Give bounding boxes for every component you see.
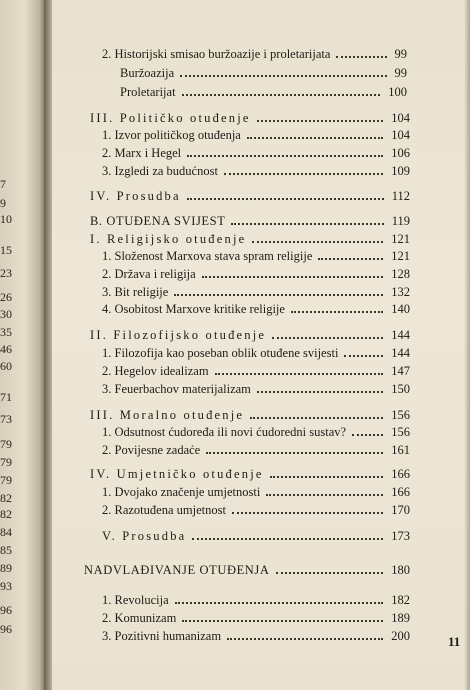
margin-number: 46 bbox=[0, 342, 12, 356]
margin-number: 89 bbox=[0, 561, 12, 575]
dot-leader bbox=[232, 512, 383, 514]
toc-entry-label: III. Moralno otuđenje bbox=[90, 408, 245, 422]
dot-leader bbox=[336, 56, 386, 58]
margin-number: 9 bbox=[0, 196, 6, 210]
margin-number: 96 bbox=[0, 622, 12, 636]
toc-entry-page: 121 bbox=[391, 232, 410, 246]
toc-entry-label: Proletarijat bbox=[120, 85, 176, 99]
toc-entry bbox=[102, 629, 410, 643]
toc-entry-label: 1. Filozofija kao poseban oblik otuđene svijesti bbox=[102, 346, 339, 360]
toc-entry bbox=[102, 285, 410, 299]
dot-leader bbox=[182, 94, 381, 96]
margin-number: 79 bbox=[0, 473, 12, 487]
margin-number: 85 bbox=[0, 543, 12, 557]
toc-entry-label: IV. Umjetničko otuđenje bbox=[90, 467, 264, 481]
toc-entry bbox=[90, 232, 410, 246]
toc-entry-label: 3. Bit religije bbox=[102, 285, 169, 299]
toc-entry-label: 1. Dvojako značenje umjetnosti bbox=[102, 485, 261, 499]
toc-entry bbox=[120, 66, 407, 80]
dot-leader bbox=[252, 241, 383, 243]
toc-entry-label: 2. Razotuđena umjetnost bbox=[102, 503, 226, 517]
dot-leader bbox=[247, 137, 383, 139]
margin-number: 30 bbox=[0, 307, 12, 321]
toc-entry bbox=[84, 563, 410, 577]
toc-entry bbox=[102, 485, 410, 499]
toc-entry-page: 150 bbox=[391, 382, 410, 396]
toc-entry-label: II. Filozofijsko otuđenje bbox=[90, 328, 267, 342]
margin-number: 23 bbox=[0, 266, 12, 280]
toc-entry-label: 4. Osobitost Marxove kritike religije bbox=[102, 302, 285, 316]
toc-entry-page: 99 bbox=[394, 47, 407, 61]
margin-number: 96 bbox=[0, 603, 12, 617]
dot-leader bbox=[215, 373, 384, 375]
toc-entry-page: 161 bbox=[391, 443, 410, 457]
toc-entry bbox=[90, 328, 410, 342]
dot-leader bbox=[174, 294, 383, 296]
margin-number: 15 bbox=[0, 243, 12, 257]
dot-leader bbox=[206, 452, 383, 454]
page-number: 11 bbox=[448, 634, 461, 649]
toc-entry bbox=[102, 128, 410, 142]
margin-number: 7 bbox=[0, 177, 6, 191]
toc-entry bbox=[102, 503, 410, 517]
toc-entry bbox=[102, 47, 407, 61]
toc-entry-page: 144 bbox=[391, 328, 410, 342]
toc-entry-label: 2. Komunizam bbox=[102, 611, 177, 625]
dot-leader bbox=[175, 602, 384, 604]
toc-entry-label: 2. Povijesne zadaće bbox=[102, 443, 201, 457]
toc-entry bbox=[102, 146, 410, 160]
margin-number: 82 bbox=[0, 507, 12, 521]
toc-entry-page: 200 bbox=[391, 629, 410, 643]
toc-entry bbox=[102, 346, 410, 360]
toc-entry bbox=[90, 467, 410, 481]
margin-number: 60 bbox=[0, 359, 12, 373]
toc-entry-page: 121 bbox=[391, 249, 410, 263]
toc-entry-page: 166 bbox=[391, 485, 410, 499]
toc-entry-page: 106 bbox=[391, 146, 410, 160]
margin-number: 93 bbox=[0, 579, 12, 593]
toc-entry-label: 2. Država i religija bbox=[102, 267, 196, 281]
toc-entry bbox=[90, 111, 410, 125]
dot-leader bbox=[270, 476, 384, 478]
toc-entry-page: 128 bbox=[391, 267, 410, 281]
toc-entry bbox=[102, 267, 410, 281]
toc-entry bbox=[120, 85, 407, 99]
dot-leader bbox=[180, 75, 386, 77]
toc-entry-page: 109 bbox=[391, 164, 410, 178]
toc-entry bbox=[102, 611, 410, 625]
toc-entry-page: 112 bbox=[391, 189, 410, 203]
dot-leader bbox=[192, 538, 383, 540]
toc-entry-label: 1. Izvor političkog otuđenja bbox=[102, 128, 241, 142]
toc-entry-label: Buržoazija bbox=[120, 66, 175, 80]
toc-entry-label: IV. Prosudba bbox=[90, 189, 181, 203]
toc-entry-label: 3. Pozitivni humanizam bbox=[102, 629, 222, 643]
dot-leader bbox=[187, 155, 383, 157]
margin-number: 79 bbox=[0, 437, 12, 451]
toc-entry-label: III. Političko otuđenje bbox=[90, 111, 251, 125]
toc-entry-page: 156 bbox=[391, 425, 410, 439]
toc-entry-label: 2. Marx i Hegel bbox=[102, 146, 182, 160]
toc-entry-label: NADVLAĐIVANJE OTUĐENJA bbox=[84, 563, 270, 577]
toc-entry-label: 3. Feuerbachov materijalizam bbox=[102, 382, 251, 396]
toc-entry-page: 140 bbox=[391, 302, 410, 316]
toc-entry-page: 182 bbox=[391, 593, 410, 607]
dot-leader bbox=[250, 417, 383, 419]
dot-leader bbox=[257, 120, 384, 122]
toc-entry bbox=[90, 214, 410, 228]
dot-leader bbox=[257, 391, 383, 393]
toc-entry bbox=[102, 529, 410, 543]
margin-number: 26 bbox=[0, 290, 12, 304]
toc-entry-label: V. Prosudba bbox=[102, 529, 187, 543]
dot-leader bbox=[352, 434, 383, 436]
toc-entry-page: 144 bbox=[391, 346, 410, 360]
toc-entry bbox=[102, 593, 410, 607]
toc-entry-label: 3. Izgledi za budućnost bbox=[102, 164, 218, 178]
toc-entry-page: 119 bbox=[391, 214, 410, 228]
dot-leader bbox=[187, 198, 384, 200]
toc-entry bbox=[102, 364, 410, 378]
toc-entry-page: 166 bbox=[391, 467, 410, 481]
contents-page bbox=[52, 0, 470, 690]
toc-entry bbox=[102, 249, 410, 263]
dot-leader bbox=[272, 337, 383, 339]
toc-entry-page: 104 bbox=[391, 128, 410, 142]
page-edge-shadow bbox=[464, 0, 470, 690]
margin-number: 73 bbox=[0, 412, 12, 426]
margin-number: 10 bbox=[0, 212, 12, 226]
toc-entry-label: 1. Odsutnost ćudoređa ili novi ćudoredni sustav? bbox=[102, 425, 347, 439]
toc-entry-page: 170 bbox=[391, 503, 410, 517]
toc-entry-label: 1. Revolucija bbox=[102, 593, 169, 607]
toc-entry-page: 173 bbox=[391, 529, 410, 543]
dot-leader bbox=[202, 276, 384, 278]
toc-entry bbox=[102, 425, 410, 439]
toc-entry bbox=[102, 443, 410, 457]
toc-entry-page: 189 bbox=[391, 611, 410, 625]
dot-leader bbox=[231, 223, 383, 225]
toc-entry-page: 147 bbox=[391, 364, 410, 378]
dot-leader bbox=[291, 311, 383, 313]
toc-entry bbox=[90, 189, 410, 203]
toc-entry bbox=[102, 382, 410, 396]
toc-entry-label: 1. Složenost Marxova stava spram religije bbox=[102, 249, 313, 263]
toc-entry-label: 2. Hegelov idealizam bbox=[102, 364, 209, 378]
toc-entry-label: 2. Historijski smisao buržoazije i proletarijata bbox=[102, 47, 331, 61]
toc-entry bbox=[90, 408, 410, 422]
toc-entry-label: B. OTUĐENA SVIJEST bbox=[90, 214, 226, 228]
dot-leader bbox=[276, 572, 384, 574]
toc-entry-page: 156 bbox=[391, 408, 410, 422]
dot-leader bbox=[344, 355, 383, 357]
toc-entry bbox=[102, 302, 410, 316]
dot-leader bbox=[266, 494, 383, 496]
toc-entry-page: 104 bbox=[391, 111, 410, 125]
toc-entry-label: I. Religijsko otuđenje bbox=[90, 232, 247, 246]
toc-entry-page: 180 bbox=[391, 563, 410, 577]
toc-entry-page: 99 bbox=[394, 66, 407, 80]
margin-number: 79 bbox=[0, 455, 12, 469]
dot-leader bbox=[182, 620, 383, 622]
dot-leader bbox=[318, 258, 383, 260]
margin-number: 71 bbox=[0, 390, 12, 404]
facing-page bbox=[0, 0, 44, 690]
margin-number: 82 bbox=[0, 491, 12, 505]
toc-entry-page: 100 bbox=[388, 85, 407, 99]
toc-entry-page: 132 bbox=[391, 285, 410, 299]
dot-leader bbox=[227, 638, 383, 640]
margin-number: 84 bbox=[0, 525, 12, 539]
dot-leader bbox=[224, 173, 383, 175]
margin-number: 35 bbox=[0, 325, 12, 339]
toc-entry bbox=[102, 164, 410, 178]
